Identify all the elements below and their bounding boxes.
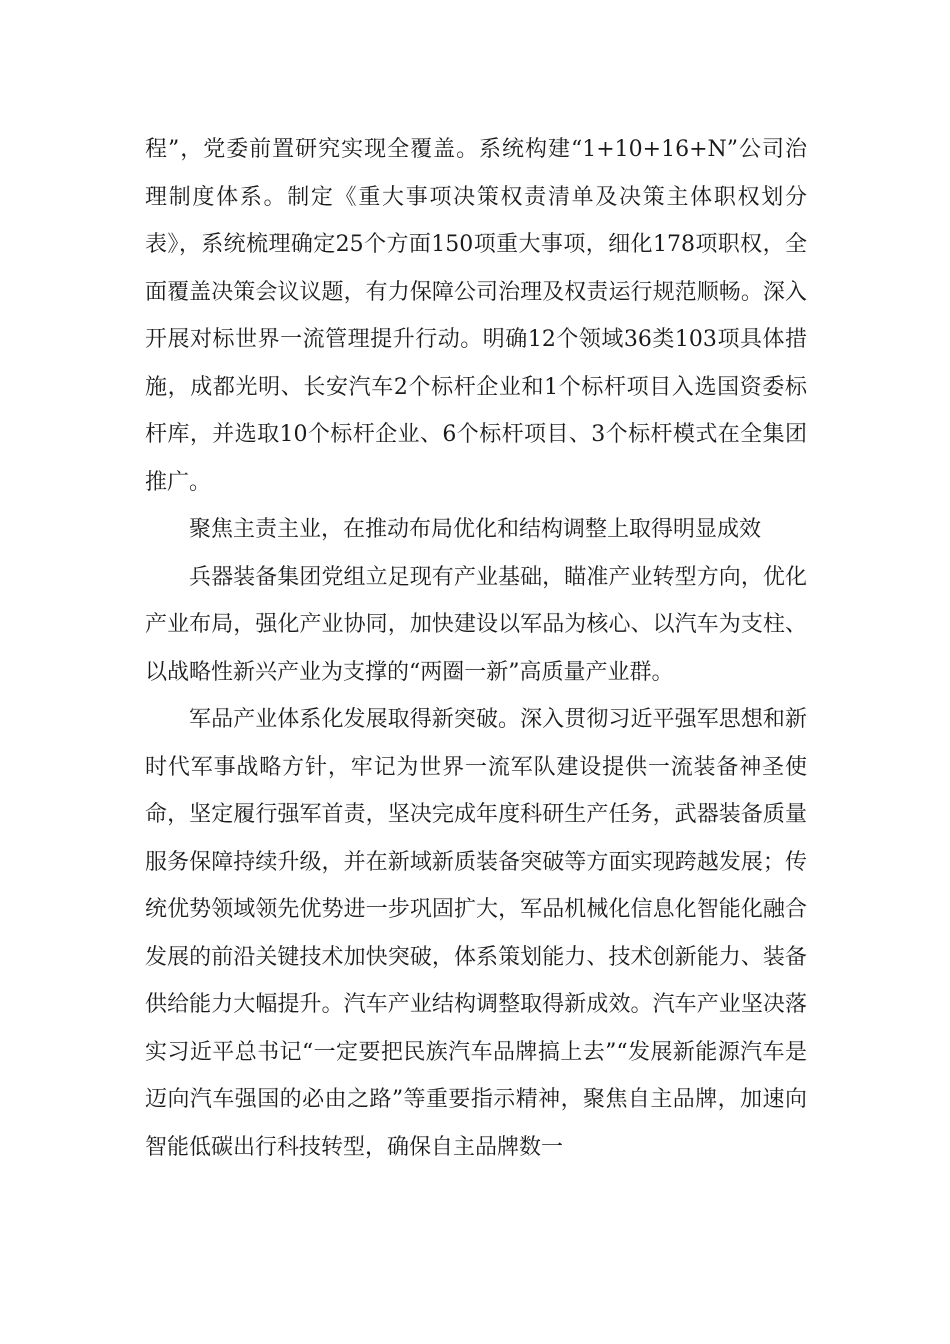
document-body	[145, 126, 807, 1171]
paragraph-governance: 程”，党委前置研究实现全覆盖。系统构建“1+10+16+N”公司治理制度体系。制定《重大事项决策权责清单及决策主体职权划分表》，系统梳理确定25个方面150项重大事项，细化178项职权，全面覆盖决策会议议题，有力保障公司治理及权责运行规范顺畅。深入开展对标世界一流管理提升行动。明确12个领域36类103项具体措施，成都光明、长安汽车2个标杆企业和1个标杆项目入选国资委标杆库，并选取10个标杆企业、6个标杆项目、3个标杆模式在全集团推广。	[145, 137, 807, 495]
paragraph-industry-layout: 兵器装备集团党组立足现有产业基础，瞄准产业转型方向，优化产业布局，强化产业协同，加快建设以军品为核心、以汽车为支柱、以战略性新兴产业为支撑的“两圈一新”高质量产业群。	[145, 564, 807, 685]
paragraph-military-auto: 军品产业体系化发展取得新突破。深入贯彻习近平强军思想和新时代军事战略方针，牢记为世界一流军队建设提供一流装备神圣使命，坚定履行强军首责，坚决完成年度科研生产任务，武器装备质量服务保障持续升级，并在新域新质装备突破等方面实现跨越发展；传统优势领域领先优势进一步巩固扩大，军品机械化信息化智能化融合发展的前沿关键技术加快突破，体系策划能力、技术创新能力、装备供给能力大幅提升。汽车产业结构调整取得新成效。汽车产业坚决落实习近平总书记“一定要把民族汽车品牌搞上去”“发展新能源汽车是迈向汽车强国的必由之路”等重要指示精神，聚焦自主品牌，加速向智能低碳出行科技转型，确保自主品牌数一	[145, 707, 807, 1160]
section-heading: 聚焦主责主业，在推动布局优化和结构调整上取得明显成效	[189, 517, 762, 542]
